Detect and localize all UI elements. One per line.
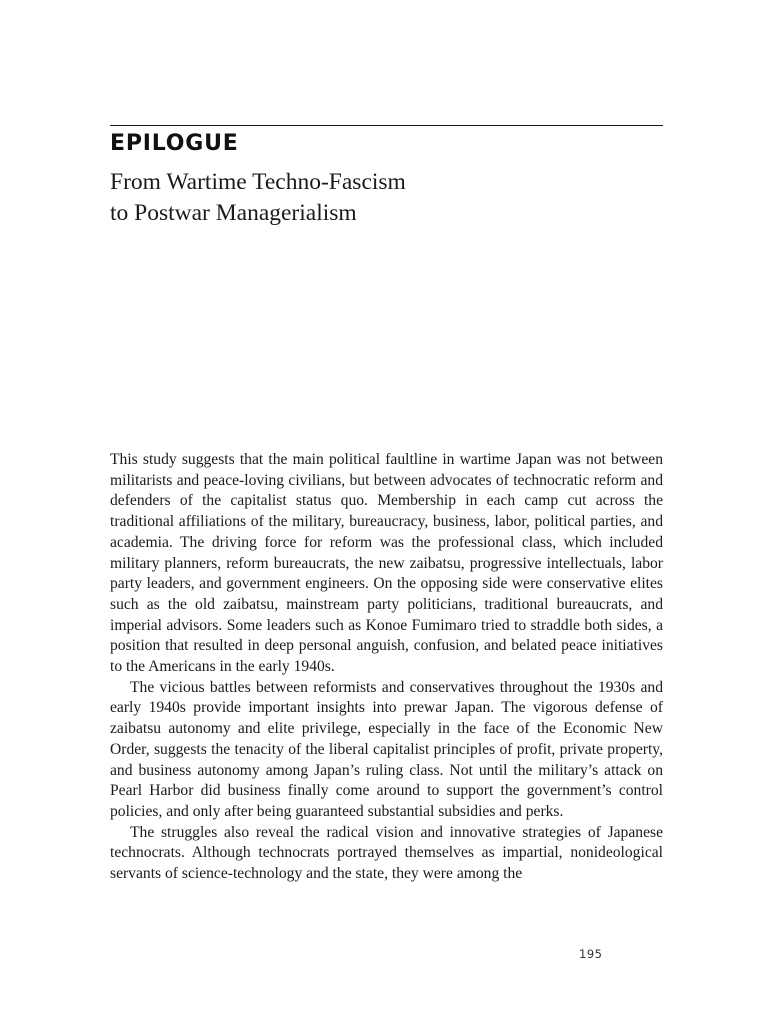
paragraph-1: This study suggests that the main political faultline in wartime Japan was not between militarists and peace-loving civilians, but between advocates of technocratic reform and defenders of the capitalist status quo. Membership in each camp cut across the traditional affiliations of the military, bureaucracy, business, labor, political parties, and academia. The driving force for reform was the professional class, which included military planners, reform bureaucrats, the new zaibatsu, progressive intellectuals, labor party leaders, and government engineers. On the opposing side were conservative elites such as the old zaibatsu, mainstream party politicians, traditional bureaucrats, and imperial advisors. Some leaders such as Konoe Fumimaro tried to straddle both sides, a position that resulted in deep personal anguish, confusion, and belated peace initiatives to the Americans in the early 1940s. bbox=[110, 451, 663, 676]
chapter-heading-rule bbox=[110, 125, 663, 126]
page-number: 195 bbox=[579, 947, 603, 961]
chapter-title-line-1: From Wartime Techno-Fascism bbox=[110, 169, 406, 195]
paragraph-3: The struggles also reveal the radical vision and innovative strategies of Japanese technocrats. Although technocrats portrayed themselves as impartial, nonideological servants of science-technology and the state, they were among the bbox=[110, 823, 663, 883]
chapter-title-line-2: to Postwar Managerialism bbox=[110, 200, 357, 226]
chapter-label: EPILOGUE bbox=[110, 131, 239, 156]
paragraph-2: The vicious battles between reformists and conservatives throughout the 1930s and early 1940s provide important insights into prewar Japan. The vigorous defense of zaibatsu autonomy and elite privilege, especially in the face of the Economic New Order, suggests the tenacity of the liberal capitalist principles of profit, private property, and business autonomy among Japan’s ruling class. Not until the military’s attack on Pearl Harbor did business finally come around to support the government’s control policies, and only after being guaranteed substantial subsidies and perks. bbox=[110, 678, 663, 820]
body-text bbox=[110, 450, 663, 885]
chapter-title bbox=[110, 167, 406, 229]
